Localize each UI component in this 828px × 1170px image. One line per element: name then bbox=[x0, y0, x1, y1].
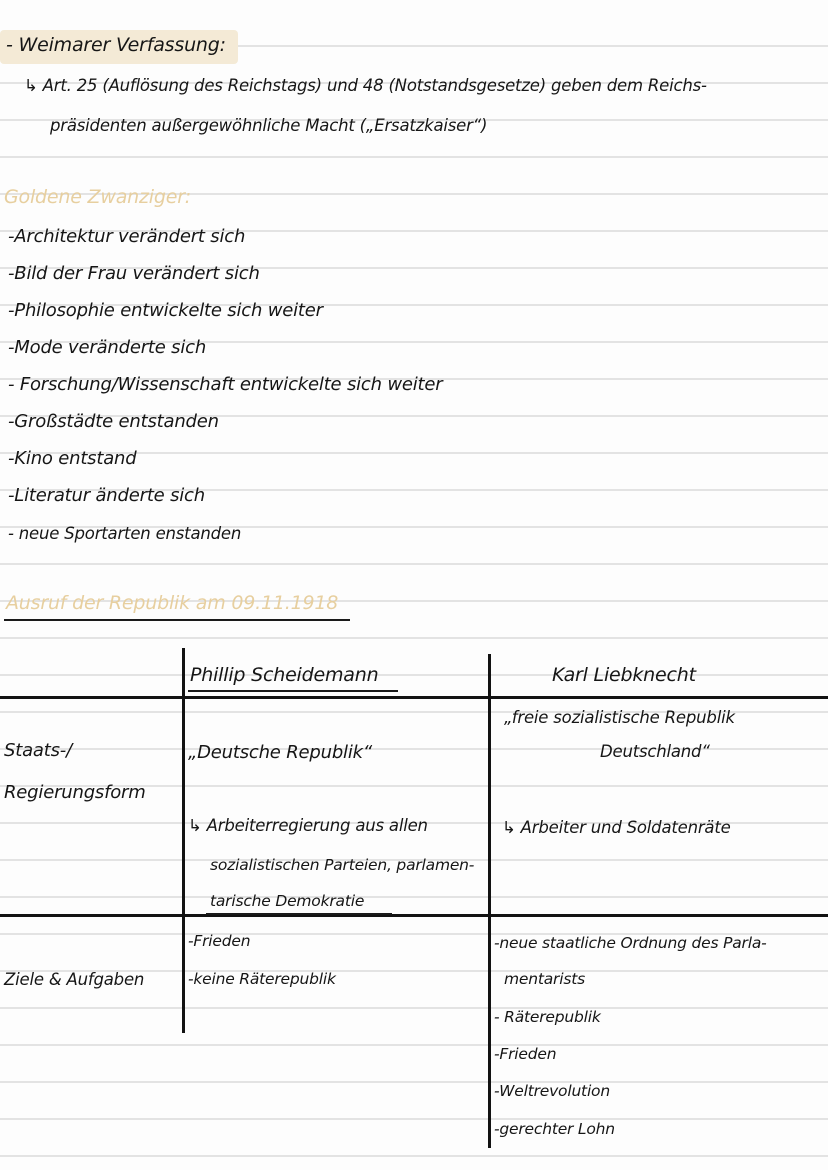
liebknecht-goal: - Räterepublik bbox=[494, 1008, 601, 1026]
liebknecht-detail: ↳ Arbeiter und Soldatenräte bbox=[502, 818, 731, 837]
column-header-liebknecht: Karl Liebknecht bbox=[552, 664, 696, 686]
table-horizontal-line-2 bbox=[0, 914, 828, 917]
liebknecht-goal: -gerechter Lohn bbox=[494, 1120, 615, 1138]
scheidemann-goal: -Frieden bbox=[188, 932, 251, 950]
scheidemann-detail-underline bbox=[206, 913, 392, 915]
list-item: -Philosophie entwickelte sich weiter bbox=[8, 300, 323, 321]
row-label-staatsform: Staats-/ bbox=[4, 740, 72, 761]
liebknecht-goal: -Weltrevolution bbox=[494, 1082, 610, 1100]
scheidemann-detail-line: ↳ Arbeiterregierung aus allen bbox=[188, 816, 428, 835]
table-vertical-line-1 bbox=[182, 648, 185, 1033]
liebknecht-goal: -Frieden bbox=[494, 1045, 557, 1063]
list-item: -Literatur änderte sich bbox=[8, 485, 205, 506]
republic-heading: Ausruf der Republik am 09.11.1918 bbox=[6, 592, 339, 614]
liebknecht-form-line: Deutschland“ bbox=[600, 742, 710, 761]
liebknecht-goal: mentarists bbox=[504, 970, 585, 988]
list-item: -Großstädte entstanden bbox=[8, 411, 219, 432]
row-label-regierungsform: Regierungsform bbox=[4, 782, 146, 803]
scheidemann-detail-line: tarische Demokratie bbox=[210, 892, 365, 910]
table-vertical-line-2 bbox=[488, 654, 491, 1148]
weimar-heading: - Weimarer Verfassung: bbox=[6, 34, 226, 56]
scheidemann-goal: -keine Räterepublik bbox=[188, 970, 336, 988]
list-item: - neue Sportarten enstanden bbox=[8, 524, 242, 543]
scheidemann-form: „Deutsche Republik“ bbox=[188, 742, 372, 763]
table-horizontal-line-1 bbox=[0, 696, 828, 699]
weimar-line-1: ↳ Art. 25 (Auflösung des Reichstags) und 48 (Notstandsgesetze) geben dem Reichs- bbox=[24, 76, 707, 95]
list-item: -Bild der Frau verändert sich bbox=[8, 263, 260, 284]
row-label-ziele: Ziele & Aufgaben bbox=[4, 970, 145, 989]
liebknecht-goal: -neue staatliche Ordnung des Parla- bbox=[494, 934, 767, 952]
column-header-underline bbox=[188, 690, 398, 692]
list-item: -Kino entstand bbox=[8, 448, 137, 469]
golden-twenties-heading: Goldene Zwanziger: bbox=[4, 186, 192, 208]
liebknecht-form-line: „freie sozialistische Republik bbox=[504, 708, 735, 727]
republic-heading-underline bbox=[4, 619, 350, 621]
list-item: -Mode veränderte sich bbox=[8, 337, 207, 358]
scheidemann-detail-line: sozialistischen Parteien, parlamen- bbox=[210, 856, 475, 874]
list-item: - Forschung/Wissenschaft entwickelte sich weiter bbox=[8, 374, 443, 395]
column-header-scheidemann: Phillip Scheidemann bbox=[190, 664, 379, 686]
list-item: -Architektur verändert sich bbox=[8, 226, 246, 247]
weimar-line-2: präsidenten außergewöhnliche Macht („Ersatzkaiser“) bbox=[50, 116, 488, 135]
